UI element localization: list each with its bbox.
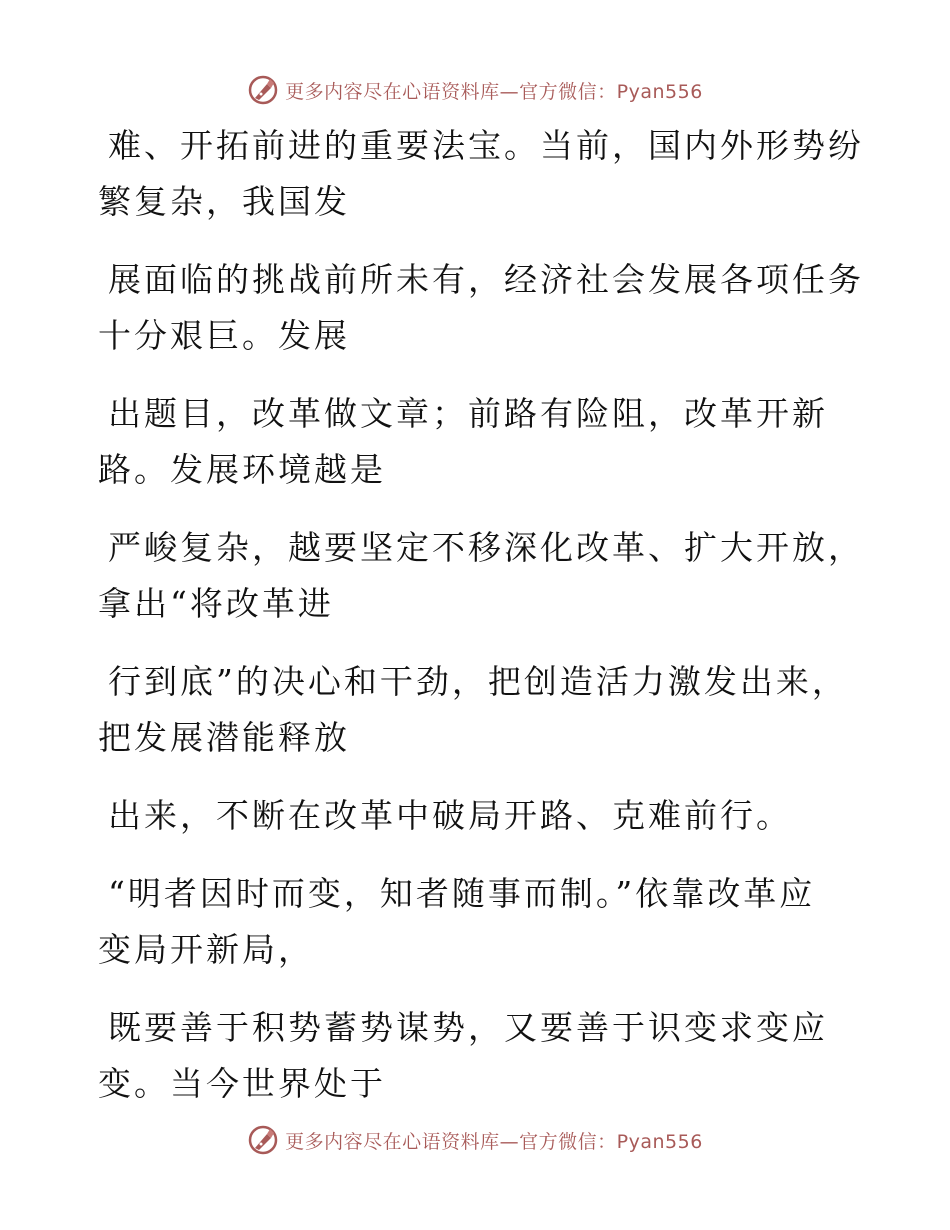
text-line: 出题目，改革做文章；前路有险阻，改革开新 — [108, 394, 828, 433]
text-line: “明者因时而变，知者随事而制。”依靠改革应 — [108, 874, 816, 913]
text-line: 把发展潜能释放 — [98, 718, 350, 757]
document-body — [98, 118, 864, 1134]
paragraph — [98, 118, 864, 230]
header-banner — [0, 70, 950, 110]
footer-banner-text: 更多内容尽在心语资料库—官方微信：Pyan556 — [285, 1130, 703, 1153]
footer-banner — [0, 1120, 950, 1160]
text-line: 路。发展环境越是 — [98, 450, 386, 489]
text-line: 展面临的挑战前所未有，经济社会发展各项任务 — [108, 260, 864, 299]
paragraph — [98, 386, 858, 498]
text-line: 繁复杂，我国发 — [98, 182, 350, 221]
fountain-pen-logo-icon — [247, 74, 279, 106]
header-banner-text: 更多内容尽在心语资料库—官方微信：Pyan556 — [285, 80, 703, 103]
text-line: 严峻复杂，越要坚定不移深化改革、扩大开放， — [108, 528, 864, 567]
text-line: 既要善于积势蓄势谋势，又要善于识变求变应 — [108, 1008, 828, 1047]
paragraph — [98, 1000, 858, 1112]
text-line: 出来，不断在改革中破局开路、克难前行。 — [108, 796, 792, 835]
text-line: 难、开拓前进的重要法宝。当前，国内外形势纷 — [108, 126, 864, 165]
text-line: 变局开新局， — [98, 930, 314, 969]
paragraph — [98, 654, 858, 766]
fountain-pen-logo-icon — [247, 1124, 279, 1156]
text-line: 拿出“将改革进 — [98, 584, 334, 623]
paragraph — [98, 252, 864, 364]
paragraph — [98, 520, 864, 632]
text-line: 变。当今世界处于 — [98, 1064, 386, 1103]
text-line: 行到底”的决心和干劲，把创造活力激发出来， — [108, 662, 848, 701]
paragraph — [98, 866, 858, 978]
text-line: 十分艰巨。发展 — [98, 316, 350, 355]
paragraph — [98, 788, 858, 844]
